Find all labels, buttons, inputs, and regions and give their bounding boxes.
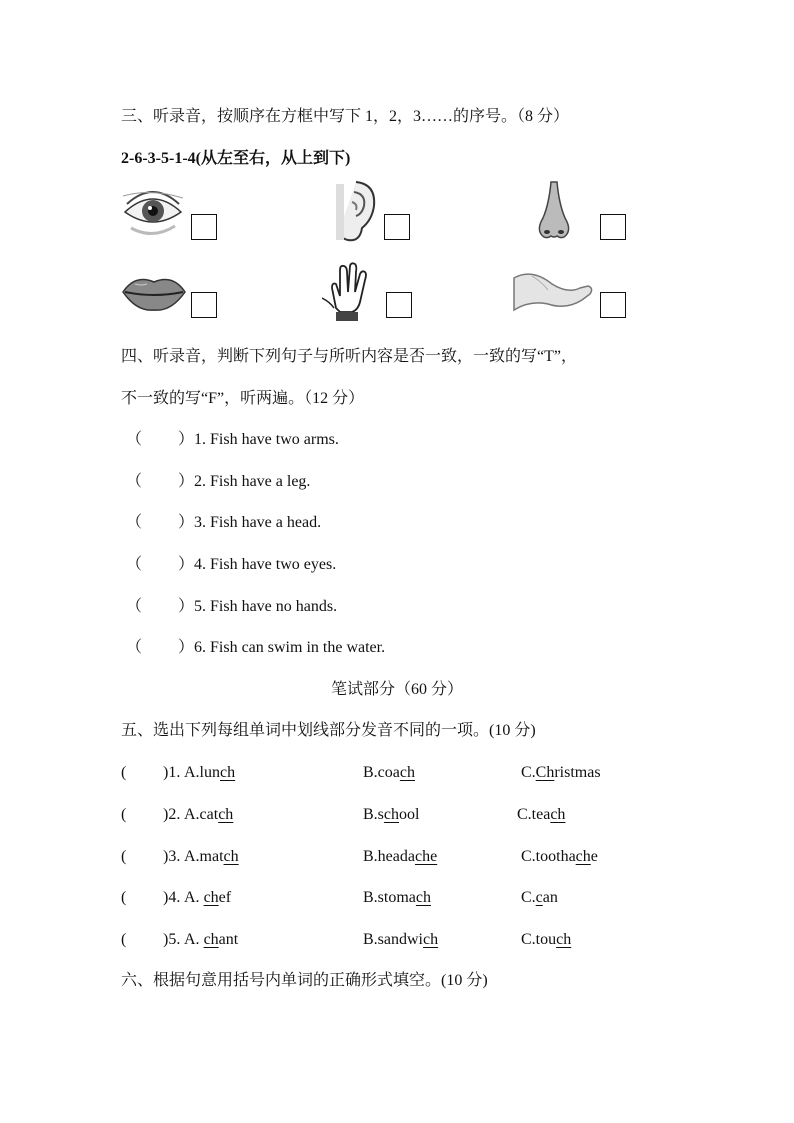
question-number: )4. [163,889,181,906]
statement-text: 5. Fish have no hands. [194,598,338,615]
answer-box-4[interactable] [191,292,217,318]
section5-title: 五、选出下列每组单词中划线部分发音不同的一项。(10 分) [121,722,536,739]
question-number: )5. [163,931,181,948]
answer-box-3[interactable] [600,214,626,240]
answer-box-1[interactable] [191,214,217,240]
question-row[interactable] [121,846,681,868]
option-b: B.stomach [363,889,431,906]
section3-answer: 2-6-3-5-1-4(从左至右，从上到下) [121,150,351,167]
answer-paren[interactable]: ( [121,806,127,823]
option-c: C.teach [517,806,566,823]
hand-icon [322,262,376,322]
answer-paren[interactable]: ( [121,889,127,906]
answer-box-5[interactable] [386,292,412,318]
statement-text: 3. Fish have a head. [194,514,322,531]
question-number: )2. [163,806,181,823]
option-a: A.lunch [184,764,236,781]
question-row[interactable] [121,887,681,909]
option-b: B.coach [363,764,415,781]
section4-title-line1: 四、听录音，判断下列句子与所听内容是否一致，一致的写“T”， [121,348,577,365]
answer-paren[interactable]: ( [121,848,127,865]
answer-paren[interactable]: ( [121,931,127,948]
ear-icon [334,180,378,244]
section4-title-line2: 不一致的写“F”，听两遍。（12 分） [121,390,365,407]
mouth-icon [121,270,187,314]
statement-text: 6. Fish can swim in the water. [194,639,386,656]
option-b: B.school [363,806,420,823]
option-a: A.catch [184,806,234,823]
question-row[interactable] [121,804,681,826]
option-a: A. chant [184,931,239,948]
answer-box-6[interactable] [600,292,626,318]
question-row[interactable] [121,929,681,951]
option-c: C.can [521,889,558,906]
option-a: A. chef [184,889,232,906]
statement-text: 2. Fish have a leg. [194,473,311,490]
written-part-title: 笔试部分（60 分） [330,681,463,698]
option-b: B.sandwich [363,931,439,948]
option-c: C.Christmas [521,764,601,781]
question-row[interactable] [121,762,681,784]
arm-icon [512,264,594,318]
answer-box-2[interactable] [384,214,410,240]
answer-paren[interactable]: ( [121,764,127,781]
option-c: C.toothache [521,848,598,865]
eye-icon [121,182,185,242]
question-number: )3. [163,848,181,865]
section3-title: 三、听录音，按顺序在方框中写下 1，2，3……的序号。（8 分） [121,108,570,125]
nose-icon [535,180,573,242]
statement-text: 1. Fish have two arms. [194,431,339,448]
statement-text: 4. Fish have two eyes. [194,556,337,573]
question-number: )1. [163,764,181,781]
option-c: C.touch [521,931,572,948]
option-b: B.headаche [363,848,438,865]
option-a: A.match [184,848,239,865]
section6-title: 六、根据句意用括号内单词的正确形式填空。(10 分) [121,972,488,989]
